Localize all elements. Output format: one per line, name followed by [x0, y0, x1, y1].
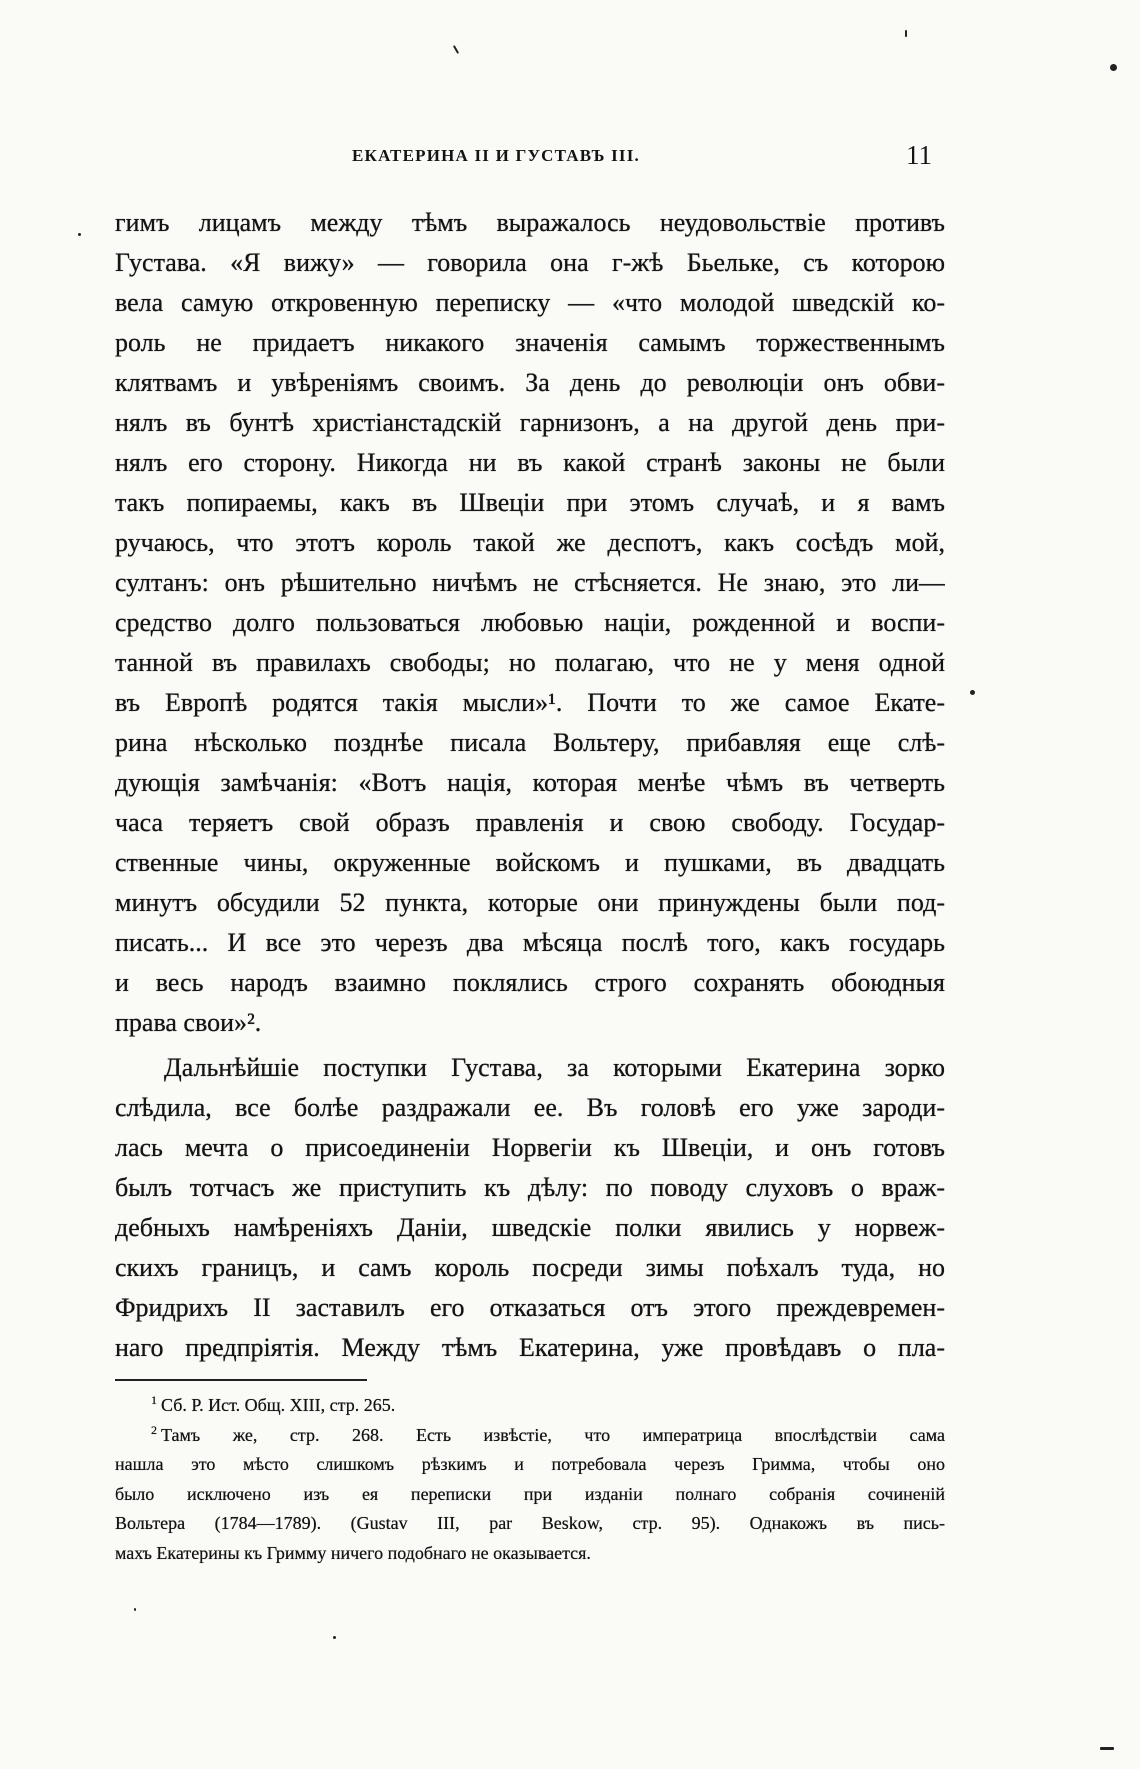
text-line: Густава. «Я вижу» — говорила она г-жѣ Бьельке, съ которою: [115, 248, 945, 277]
text-line: ственные чины, окруженные войскомъ и пушками, въ двадцать: [115, 848, 945, 877]
text-line: лась мечта о присоединеніи Норвегіи къ Швеціи, и онъ готовъ: [115, 1133, 945, 1162]
scan-speck: [333, 1636, 336, 1639]
scan-speck: [78, 233, 81, 236]
footnote-1: [115, 1391, 945, 1421]
paragraph-2: [115, 1048, 945, 1368]
footnote-line: Вольтера (1784—1789). (Gustav III, par Beskow, стр. 95). Однакожъ въ пись-: [115, 1513, 945, 1533]
text-line: минутъ обсудили 52 пункта, которые они принуждены были под-: [115, 888, 945, 917]
scan-speck: [970, 690, 975, 695]
text-line: танной въ правилахъ свободы; но полагаю, что не у меня одной: [115, 648, 945, 677]
text-line: вела самую откровенную переписку — «что молодой шведскій ко-: [115, 288, 945, 317]
scan-speck: [134, 1608, 136, 1611]
text-line: слѣдила, все болѣе раздражали ее. Въ головѣ его уже зароди-: [115, 1093, 945, 1122]
text-line: скихъ границъ, и самъ король посреди зимы поѣхалъ туда, но: [115, 1253, 945, 1282]
text-line: роль не придаетъ никакого значенія самымъ торжественнымъ: [115, 328, 945, 357]
footnote-text: Тамъ же, стр. 268. Есть извѣстіе, что императрица впослѣдствіи сама: [161, 1424, 945, 1445]
text-line: Дальнѣйшіе поступки Густава, за которыми Екатерина зорко: [164, 1053, 945, 1082]
footnote-text: Сб. Р. Ист. Общ. XIII, стр. 265.: [161, 1395, 396, 1415]
footnote-line: было исключено изъ ея переписки при изданіи полнаго собранія сочиненій: [115, 1483, 945, 1504]
text-line: писать... И все это черезъ два мѣсяца послѣ того, какъ государь: [115, 928, 945, 957]
footnote-rule: [115, 1379, 367, 1381]
footnote-marker: 1: [151, 1393, 157, 1407]
text-line: былъ тотчасъ же приступить къ дѣлу: по поводу слуховъ о враж-: [115, 1173, 945, 1202]
scan-speck: [1100, 1747, 1114, 1750]
text-line: султанъ: онъ рѣшительно ничѣмъ не стѣсняется. Не знаю, это ли—: [115, 568, 945, 597]
scan-speck: [905, 30, 907, 37]
footnote-line: нашла это мѣсто слишкомъ рѣзкимъ и потребовала черезъ Гримма, чтобы оно: [115, 1454, 945, 1474]
footnote-2: [115, 1421, 945, 1451]
text-line: дующія замѣчанія: «Вотъ нація, которая менѣе чѣмъ въ четверть: [115, 768, 945, 797]
scan-speck: [1110, 64, 1117, 71]
footnotes: [115, 1391, 945, 1568]
text-line: въ Европѣ родятся такія мысли»¹. Почти то же самое Екате-: [115, 688, 945, 717]
text-line: права свои»².: [115, 1008, 262, 1037]
running-head: ЕКАТЕРИНА II И ГУСТАВЪ III.: [352, 146, 640, 165]
text-line: нялъ его сторону. Никогда ни въ какой странѣ законы не были: [115, 448, 945, 477]
text-line: Фридрихъ II заставилъ его отказаться отъ этого преждевремен-: [115, 1293, 945, 1322]
text-line: рина нѣсколько позднѣе писала Вольтеру, прибавляя еще слѣ-: [115, 728, 945, 757]
text-line: наго предпріятія. Между тѣмъ Екатерина, уже провѣдавъ о пла-: [115, 1333, 945, 1362]
text-line: клятвамъ и увѣреніямъ своимъ. За день до революціи онъ обви-: [115, 368, 945, 397]
text-line: средство долго пользоваться любовью націи, рожденной и воспи-: [115, 608, 945, 637]
text-line: часа теряетъ свой образъ правленія и свою свободу. Государ-: [115, 808, 945, 837]
footnote-line: махъ Екатерины къ Гримму ничего подобнаго не оказывается.: [115, 1542, 591, 1563]
footnote-marker: 2: [151, 1422, 157, 1437]
scan-speck: [453, 45, 459, 54]
body-text: [115, 203, 945, 1368]
page-number: 11: [906, 140, 932, 170]
text-line: и весь народъ взаимно поклялись строго сохранять обоюдныя: [115, 968, 945, 997]
text-line: такъ попираемы, какъ въ Швеціи при этомъ случаѣ, и я вамъ: [115, 488, 945, 517]
paragraph-1: [115, 203, 945, 1043]
text-line: дебныхъ намѣреніяхъ Даніи, шведскіе полки явились у норвеж-: [115, 1213, 945, 1242]
text-line: гимъ лицамъ между тѣмъ выражалось неудовольствіе противъ: [115, 208, 945, 237]
text-line: нялъ въ бунтѣ христіанстадскій гарнизонъ, а на другой день при-: [115, 408, 945, 437]
text-line: ручаюсь, что этотъ король такой же деспотъ, какъ сосѣдъ мой,: [115, 528, 945, 557]
